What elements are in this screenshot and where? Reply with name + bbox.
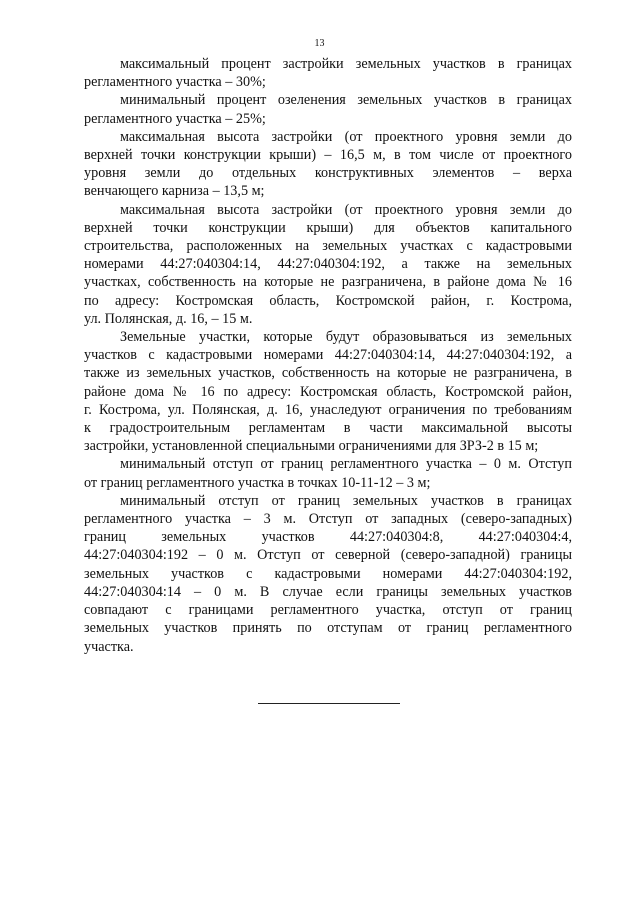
paragraph-line: верхней точки конструкции крыши) – 16,5 м, в том числе от проектного <box>84 147 572 164</box>
paragraph-line: совпадают с границами регламентного участка, отступ от границ <box>84 602 572 619</box>
paragraph-line: районе дома № 16 по адресу: Костромская область, Костромской район, <box>84 383 572 400</box>
end-separator-line <box>258 703 400 704</box>
paragraph-line: максимальная высота застройки (от проектного уровня земли до <box>120 201 572 218</box>
paragraph <box>84 55 572 91</box>
paragraph-line: Земельные участки, которые будут образовываться из земельных <box>120 329 572 346</box>
paragraph-line: максимальная высота застройки (от проектного уровня земли до <box>120 128 572 145</box>
paragraph-line: участка. <box>84 638 134 655</box>
paragraph-line: регламентного участка – 30%; <box>84 74 266 91</box>
paragraph-line: строительства, расположенных на земельных участках с кадастровыми <box>84 238 572 255</box>
paragraph-line: ул. Полянская, д. 16, – 15 м. <box>84 310 253 327</box>
paragraph-line: 44:27:040304:192 – 0 м. Отступ от северной (северо-западной) границы <box>84 547 572 564</box>
paragraph-line: границ земельных участков 44:27:040304:8, 44:27:040304:4, <box>84 529 572 546</box>
paragraph <box>84 455 572 491</box>
paragraph-line: минимальный процент озеленения земельных участков в границах <box>120 92 572 109</box>
paragraph <box>84 328 572 455</box>
paragraph-line: регламентного участка – 25%; <box>84 110 266 127</box>
paragraph <box>84 128 572 201</box>
paragraph-line: участков с кадастровыми номерами 44:27:040304:14, 44:27:040304:192, а <box>84 347 572 364</box>
paragraph-line: минимальный отступ от границ регламентного участка – 0 м. Отступ <box>120 456 572 473</box>
paragraph <box>84 201 572 328</box>
paragraph-line: участках, собственность на которые не разграничена, в районе дома № 16 <box>84 274 572 291</box>
paragraph <box>84 91 572 127</box>
paragraph-line: номерами 44:27:040304:14, 44:27:040304:192, а также на земельных <box>84 256 572 273</box>
paragraph-line: по адресу: Костромская область, Костромской район, г. Кострома, <box>84 292 572 309</box>
paragraph-line: уровня земли до отдельных конструктивных элементов – верха <box>84 165 572 182</box>
paragraph-line: к градостроительным регламентам в части максимальной высоты <box>84 420 572 437</box>
paragraph-line: максимальный процент застройки земельных участков в границах <box>120 56 572 72</box>
paragraph-line: также из земельных участков, собственность на которые не разграничена, в <box>84 365 572 382</box>
paragraph-line: верхней точки конструкции крыши) для объектов капитального <box>84 219 572 236</box>
paragraph-line: земельных участков принять по отступам от границ регламентного <box>84 620 572 637</box>
paragraph-line: г. Кострома, ул. Полянская, д. 16, унаследуют ограничения по требованиям <box>84 401 572 418</box>
paragraph-line: земельных участков с кадастровыми номерами 44:27:040304:192, <box>84 565 572 582</box>
paragraph-line: от границ регламентного участка в точках 10-11-12 – 3 м; <box>84 474 431 491</box>
paragraph-line: застройки, установленной специальными ограничениями для ЗРЗ-2 в 15 м; <box>84 438 539 455</box>
document-body <box>84 55 572 656</box>
paragraph-line: регламентного участка – 3 м. Отступ от западных (северо-западных) <box>84 511 572 528</box>
paragraph <box>84 492 572 656</box>
paragraph-line: 44:27:040304:14 – 0 м. В случае если границы земельных участков <box>84 583 572 600</box>
paragraph-line: минимальный отступ от границ земельных участков в границах <box>120 492 572 509</box>
page-number: 13 <box>314 38 325 49</box>
paragraph-line: венчающего карниза – 13,5 м; <box>84 183 265 200</box>
